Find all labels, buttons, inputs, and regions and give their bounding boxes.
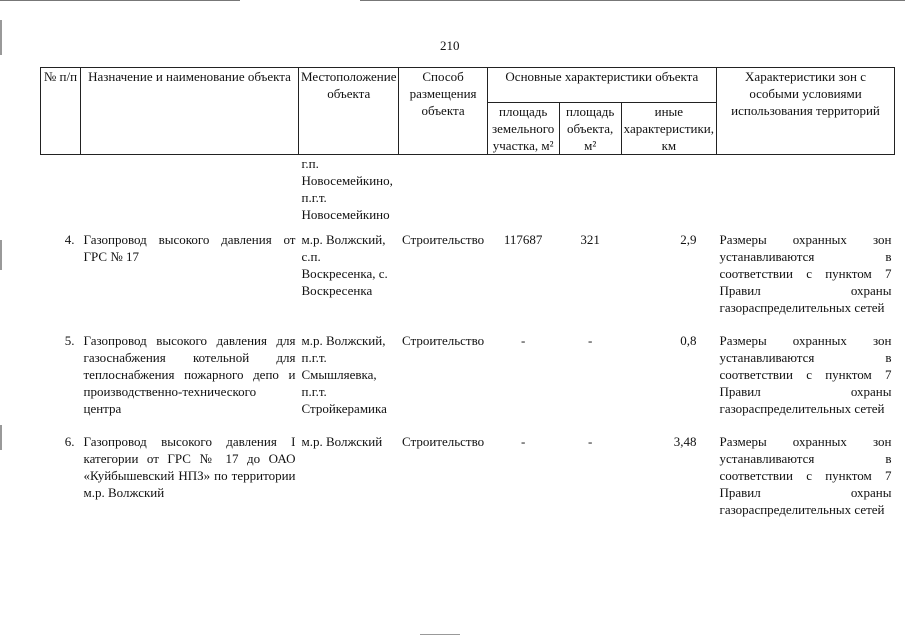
cell-other: 2,9 (680, 232, 697, 247)
cell-method: Строительство (401, 434, 485, 449)
cell-area-object: - (587, 333, 593, 348)
objects-table (40, 67, 895, 532)
scan-edge-mark (0, 425, 2, 450)
cell-location: м.р. Волжский, с.п. Воскресенка, с. Воскресенка (301, 232, 388, 298)
cell-area-land: - (520, 434, 526, 449)
cell-zones: Размеры охранных зон устанавливаются в соответствии с пунктом 7 Правил охраны газораспределительных сетей (719, 232, 892, 315)
cell-zones: Размеры охранных зон устанавливаются в соответствии с пунктом 7 Правил охраны газораспределительных сетей (719, 333, 892, 416)
header-method: Способ размещения объекта (399, 68, 487, 155)
cell-location: м.р. Волжский (301, 434, 383, 449)
table-row (41, 330, 895, 431)
table-row (41, 229, 895, 330)
cell-area-land: 117687 (503, 232, 543, 247)
cell-num: 5. (64, 333, 75, 348)
cell-method: Строительство (401, 333, 485, 348)
scan-edge-mark (420, 634, 460, 635)
scan-edge-line (0, 0, 240, 1)
scan-edge-line (360, 0, 905, 1)
cell-other: 0,8 (680, 333, 697, 348)
cell-method: Строительство (401, 232, 485, 247)
header-location: Местоположение объекта (299, 68, 399, 155)
header-name: Назначение и наименование объекта (81, 68, 299, 155)
header-main-characteristics: Основные характеристики объекта (487, 68, 716, 103)
page-number: 210 (440, 38, 460, 53)
cell-zones: Размеры охранных зон устанавливаются в соответствии с пунктом 7 Правил охраны газораспределительных сетей (719, 434, 892, 517)
header-area-land: площадь земельного участка, м² (487, 103, 559, 155)
scan-edge-mark (0, 240, 2, 270)
cell-name: Газопровод высокого давления от ГРС № 17 (83, 232, 296, 264)
scan-edge-mark (0, 20, 2, 55)
header-zones: Характеристики зон с особыми условиями использования территорий (717, 68, 895, 155)
cell-num: 4. (64, 232, 75, 247)
header-area-object: площадь объекта, м² (559, 103, 621, 155)
cell-num: 6. (64, 434, 75, 449)
cell-name: Газопровод высокого давления I категории от ГРС № 17 до ОАО «Куйбышевский НПЗ» по территории м.р. Волжский (83, 434, 296, 500)
header-num: № п/п (41, 68, 81, 155)
cell-other: 3,48 (673, 434, 697, 449)
header-other-characteristics: иные характеристики, км (621, 103, 716, 155)
cell-location: м.р. Волжский, п.г.т. Смышляевка, п.г.т. Стройкерамика (301, 333, 387, 416)
table-row (41, 431, 895, 532)
cell-area-land: - (520, 333, 526, 348)
cell-location: г.п. Новосемейкино, п.г.т. Новосемейкино (301, 156, 393, 222)
cell-area-object: 321 (580, 232, 600, 247)
cell-area-object: - (587, 434, 593, 449)
table-row-continuation (41, 155, 895, 230)
cell-name: Газопровод высокого давления для газоснабжения котельной для теплоснабжения пожарного депо и производственно-технического центра (83, 333, 296, 416)
